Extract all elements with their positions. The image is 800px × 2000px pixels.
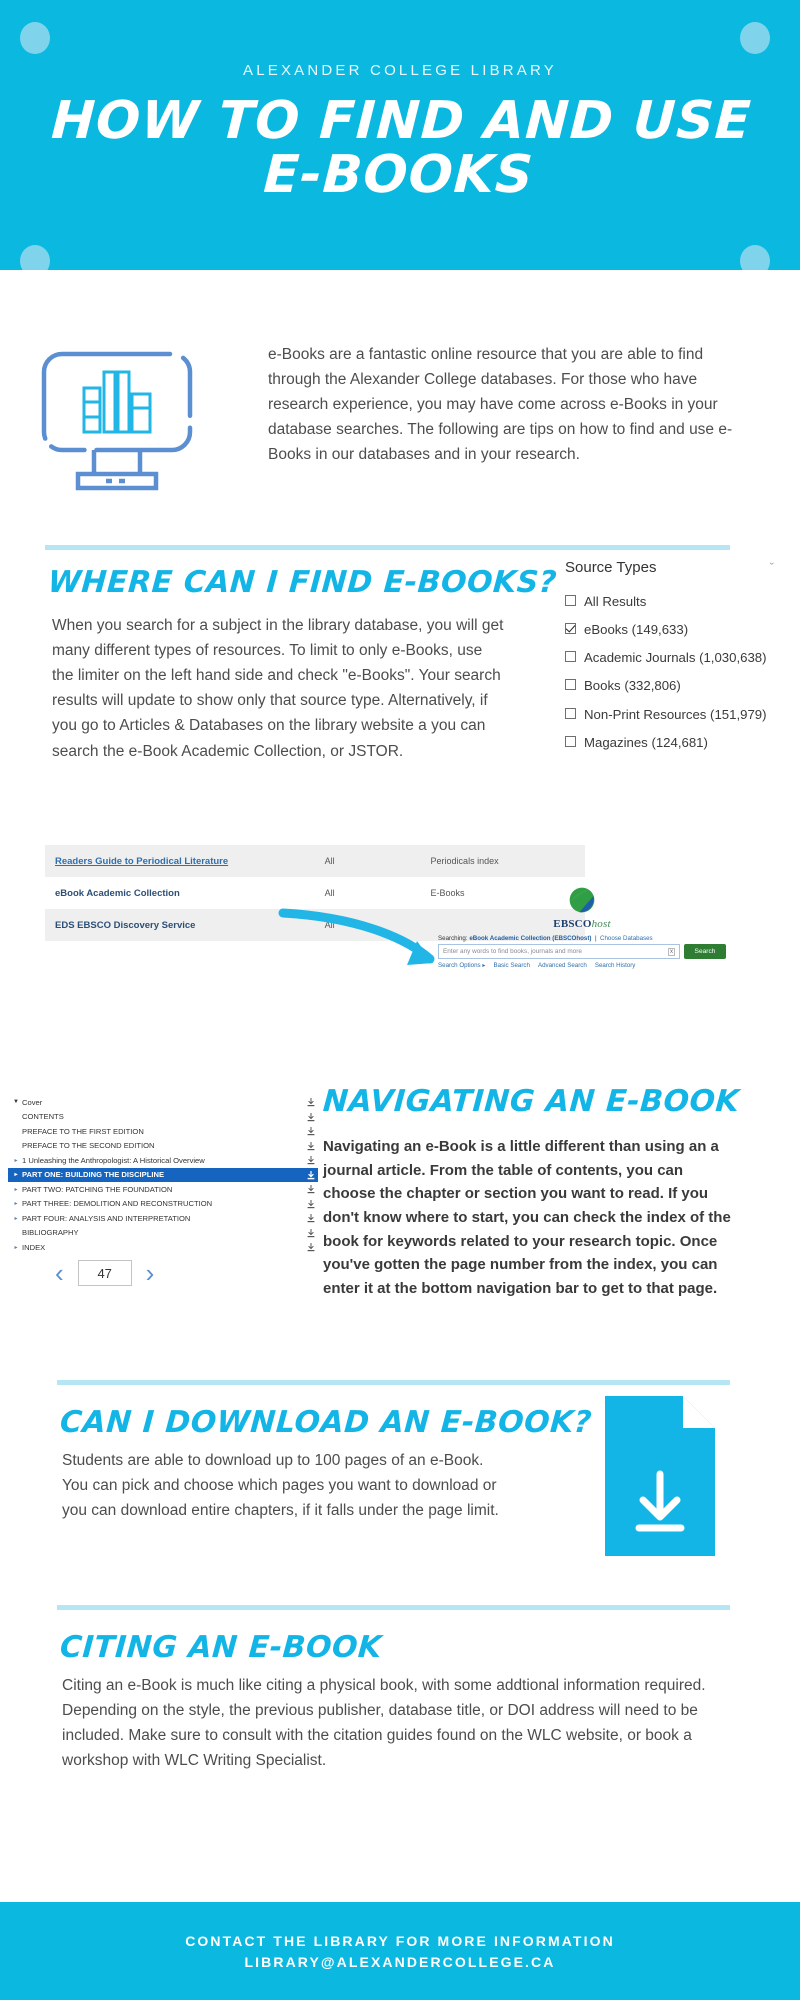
- download-icon[interactable]: [304, 1098, 318, 1108]
- chevron-down-icon[interactable]: ˇ: [769, 560, 774, 575]
- toc-item-part-four[interactable]: [8, 1211, 318, 1226]
- decorative-dot-bottom-right: [740, 245, 770, 270]
- database-access-cell: All: [324, 856, 335, 866]
- database-name-cell[interactable]: [55, 856, 325, 867]
- download-icon[interactable]: [304, 1156, 318, 1166]
- footer-line-1: CONTACT THE LIBRARY FOR MORE INFORMATION: [185, 1932, 615, 1949]
- header-banner: [0, 0, 800, 270]
- source-types-panel: [565, 559, 780, 762]
- page-title-line-2: E-BOOKS: [262, 144, 536, 205]
- ebook-table-of-contents: [8, 1095, 318, 1255]
- toc-item-part-two[interactable]: [8, 1182, 318, 1197]
- section-divider-find: [45, 545, 730, 550]
- caret-down-icon[interactable]: ▼: [13, 1099, 19, 1106]
- clear-icon[interactable]: x: [670, 948, 673, 955]
- toc-item-bibliography[interactable]: [8, 1226, 318, 1241]
- choose-databases-link[interactable]: Choose Databases: [600, 935, 653, 942]
- search-input-placeholder: Enter any words to find books, journals and more: [443, 948, 582, 955]
- computer-monitor-books-icon: [22, 332, 222, 502]
- ebsco-wordmark-italic: host: [591, 918, 611, 930]
- source-type-label: eBooks (149,633): [584, 622, 689, 638]
- toc-item-label: PREFACE TO THE SECOND EDITION: [22, 1141, 155, 1151]
- download-icon[interactable]: [304, 1141, 318, 1151]
- database-access-cell: All: [324, 888, 335, 898]
- ebsco-search-row: [438, 944, 726, 959]
- source-types-title: Source Types: [565, 559, 657, 576]
- toc-item-part-one[interactable]: [8, 1168, 318, 1183]
- page-title-line-1: HOW TO FIND AND USE: [49, 91, 753, 151]
- caret-right-icon[interactable]: ▸: [14, 1215, 18, 1222]
- advanced-search-link[interactable]: Advanced Search: [537, 962, 587, 969]
- caret-right-icon[interactable]: ▸: [14, 1186, 18, 1193]
- section-divider-citing: [57, 1605, 730, 1610]
- ebsco-leaf-icon: [569, 887, 595, 913]
- toc-item-label: BIBLIOGRAPHY: [22, 1228, 79, 1238]
- toc-item-chapter-1[interactable]: [8, 1153, 318, 1168]
- database-name-cell[interactable]: EDS EBSCO Discovery Service: [55, 919, 196, 931]
- footer-line-2[interactable]: LIBRARY@ALEXANDERCOLLEGE.CA: [244, 1953, 556, 1970]
- checkbox-icon[interactable]: [565, 736, 576, 747]
- download-icon[interactable]: [304, 1199, 318, 1209]
- page-title: [0, 91, 800, 205]
- checkbox-icon[interactable]: [565, 679, 576, 690]
- toc-item-label: PART TWO: PATCHING THE FOUNDATION: [22, 1184, 173, 1194]
- toc-item-label: 1 Unleashing the Anthropologist: A Historical Overview: [22, 1155, 205, 1165]
- download-section-body: Students are able to download up to 100 pages of an e-Book. You can pick and choose which pages you want to download or you can download entire chapters, if it falls under the page limit.: [62, 1452, 499, 1520]
- ebsco-search-button[interactable]: Search: [684, 944, 726, 959]
- source-type-label: Non-Print Resources (151,979): [584, 706, 767, 722]
- download-icon[interactable]: [304, 1185, 318, 1195]
- toc-item-label: PART ONE: BUILDING THE DISCIPLINE: [22, 1170, 165, 1180]
- ebsco-option-links: [438, 962, 726, 969]
- toc-item-contents[interactable]: [8, 1110, 318, 1125]
- decorative-dot-bottom-left: [20, 245, 50, 270]
- search-history-link[interactable]: Search History: [594, 962, 636, 969]
- toc-item-preface-second-edition[interactable]: [8, 1139, 318, 1154]
- toc-item-label: PREFACE TO THE FIRST EDITION: [22, 1126, 144, 1136]
- database-link[interactable]: Readers Guide to Periodical Literature: [55, 855, 229, 867]
- source-type-item-ebooks[interactable]: [565, 621, 780, 638]
- download-icon[interactable]: [304, 1228, 318, 1238]
- intro-section: [0, 270, 800, 545]
- ebsco-logo: [438, 887, 726, 930]
- download-icon[interactable]: [304, 1112, 318, 1122]
- checkbox-checked-icon[interactable]: [565, 623, 576, 634]
- citing-section-body-wrapper: [62, 1673, 727, 1773]
- download-icon[interactable]: [304, 1214, 318, 1224]
- next-page-icon[interactable]: ›: [145, 1258, 155, 1288]
- decorative-dot-top-left: [20, 22, 50, 54]
- toc-item-label: CONTENTS: [22, 1112, 64, 1122]
- find-section-heading: WHERE CAN I FIND E-BOOKS?: [46, 565, 559, 600]
- toc-item-label: INDEX: [22, 1242, 46, 1252]
- section-divider-download: [57, 1380, 730, 1385]
- source-type-label: Academic Journals (1,030,638): [584, 650, 767, 666]
- citing-section-heading: CITING AN E-BOOK: [58, 1630, 384, 1665]
- database-list-screenshot: [45, 845, 728, 985]
- toc-item-index[interactable]: [8, 1240, 318, 1255]
- source-type-label: All Results: [584, 594, 647, 609]
- intro-paragraph: e-Books are a fantastic online resource that you are able to find through the Alexander College databases. For those who have research experience, you may have come across e-Books in your database searches. The following are tips on how to find and use e-Books in our databases and in your research.: [268, 346, 733, 464]
- checkbox-icon[interactable]: [565, 651, 576, 662]
- source-type-item-books[interactable]: [565, 677, 780, 694]
- ebsco-wordmark-bold: EBSCO: [553, 918, 592, 930]
- database-type-cell: E-Books: [430, 888, 465, 898]
- caret-right-icon[interactable]: ▸: [14, 1201, 18, 1208]
- source-type-item-non-print-resources[interactable]: [565, 706, 780, 723]
- download-section-heading: CAN I DOWNLOAD AN E-BOOK?: [58, 1405, 594, 1440]
- document-download-icon: [605, 1396, 715, 1556]
- navigating-section-heading: NAVIGATING AN E-BOOK: [321, 1084, 741, 1119]
- caret-right-icon[interactable]: ▸: [14, 1244, 18, 1251]
- source-type-item-all-results[interactable]: [565, 593, 780, 610]
- source-type-label: Magazines (124,681): [584, 734, 708, 750]
- download-section-body-wrapper: [62, 1448, 512, 1523]
- checkbox-icon[interactable]: [565, 595, 576, 606]
- caret-right-icon[interactable]: ▸: [14, 1172, 18, 1179]
- source-types-title-row[interactable]: [565, 559, 780, 576]
- intro-paragraph-wrapper: [268, 342, 736, 468]
- searching-database-name: eBook Academic Collection (EBSCOhost): [469, 935, 592, 942]
- source-type-item-magazines[interactable]: [565, 734, 780, 751]
- toc-item-label: Cover: [22, 1097, 43, 1107]
- citing-section-body: Citing an e-Book is much like citing a physical book, with some addtional information required. Depending on the style, the previous publisher, database title, or DOI address will need to be included. Make sure to consult with the citation guides found on the WLC website, or book a workshop with WLC Writing Specialist.: [62, 1677, 706, 1770]
- previous-page-icon[interactable]: ‹: [55, 1258, 64, 1288]
- navigating-section-body: Navigating an e-Book is a little different than using an a journal article. From the table of contents, you can choose the chapter or section you want to read. If you don't know where to start, you can check the index of the book for keywords related to your research topic. Once you've gotten the page number from the index, you can enter it at the bottom navigation bar to get to that page.: [323, 1138, 731, 1298]
- organization-name: ALEXANDER COLLEGE LIBRARY: [243, 62, 557, 79]
- table-row[interactable]: [45, 845, 585, 877]
- ebsco-searching-line: Searching: eBook Academic Collection (EBSCOhost) | Choose Databases: [438, 935, 653, 942]
- download-icon[interactable]: [304, 1243, 318, 1253]
- ebsco-search-input[interactable]: [438, 944, 680, 959]
- find-section-body-wrapper: [52, 613, 507, 764]
- toc-item-cover[interactable]: [8, 1095, 318, 1110]
- download-icon[interactable]: [304, 1127, 318, 1137]
- decorative-dot-top-right: [740, 22, 770, 54]
- footer-contact-bar: [0, 1902, 800, 2000]
- page-navigation-bar: [55, 1260, 154, 1286]
- caret-right-icon[interactable]: ▸: [14, 1157, 18, 1164]
- basic-search-link[interactable]: Basic Search: [493, 962, 530, 969]
- search-options-link[interactable]: Search Options ▸: [438, 962, 486, 969]
- source-type-item-academic-journals[interactable]: [565, 649, 780, 666]
- ebsco-wordmark: [438, 918, 726, 930]
- database-access-cell: All: [324, 920, 335, 930]
- searching-prefix: Searching:: [438, 935, 468, 942]
- toc-item-label: PART THREE: DEMOLITION AND RECONSTRUCTION: [22, 1199, 213, 1209]
- toc-item-label: PART FOUR: ANALYSIS AND INTERPRETATION: [22, 1213, 191, 1223]
- source-type-label: Books (332,806): [584, 678, 681, 694]
- toc-item-preface-first-edition[interactable]: [8, 1124, 318, 1139]
- toc-item-part-three[interactable]: [8, 1197, 318, 1212]
- checkbox-icon[interactable]: [565, 708, 576, 719]
- ebsco-search-panel: [438, 887, 726, 969]
- database-name-cell[interactable]: eBook Academic Collection: [55, 887, 180, 899]
- find-section-body: When you search for a subject in the library database, you will get many different types of resources. To limit to only e-Books, use the limiter on the left hand side and check "e-Books". Your search results will update to show only that source type. Alternatively, if you go to Articles & Databases on the library website a you can search the e-Book Academic Collection, or JSTOR.: [52, 617, 504, 760]
- page-number-input[interactable]: 47: [78, 1260, 132, 1286]
- database-type-cell: Periodicals index: [430, 856, 499, 866]
- download-icon[interactable]: [304, 1170, 318, 1180]
